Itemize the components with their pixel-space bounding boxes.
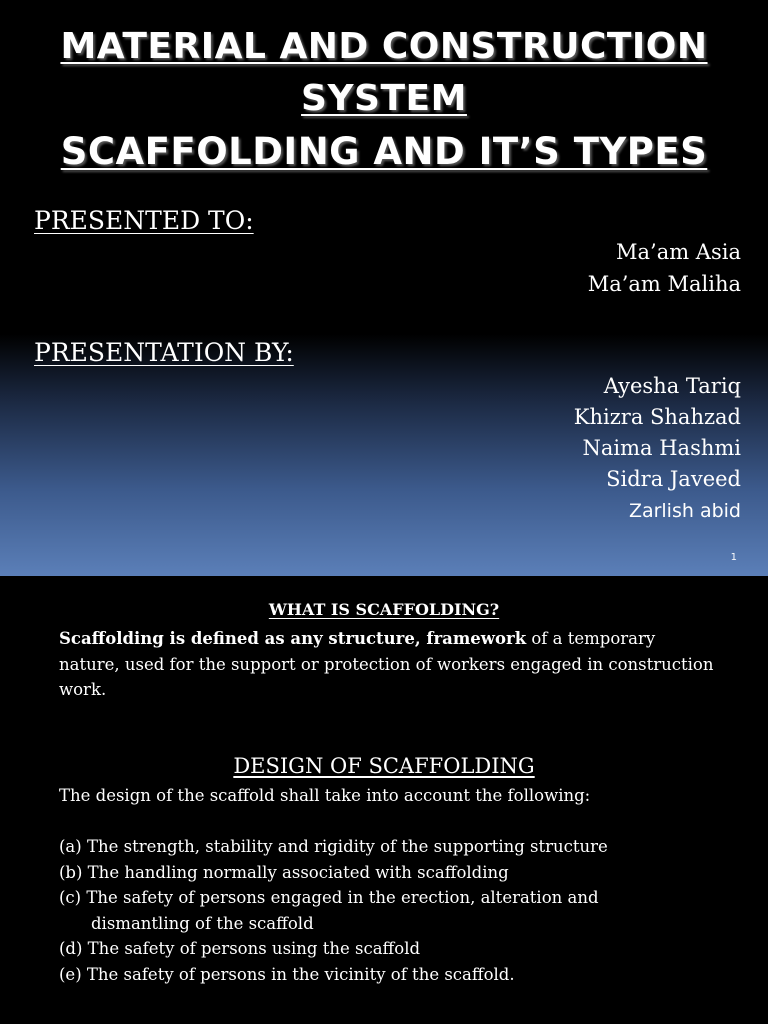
content-slide [0, 576, 768, 1024]
what-is-scaffolding-heading: WHAT IS SCAFFOLDING? [268, 600, 500, 619]
design-intro-text: The design of the scaffold shall take into account the following: [59, 786, 591, 805]
design-of-scaffolding-heading: DESIGN OF SCAFFOLDING [233, 754, 535, 778]
definition-bold-text: Scaffolding is defined as any structure, framework [59, 629, 527, 648]
list-item: (b) The handling normally associated with scaffolding [59, 863, 509, 882]
list-item: (a) The strength, stability and rigidity of the supporting structure [59, 837, 608, 856]
list-item: (e) The safety of persons in the vicinity of the scaffold. [59, 965, 515, 984]
definition-paragraph [59, 626, 719, 703]
presented-to-heading: PRESENTED TO: [34, 206, 254, 235]
presented-to-name: Ma’am Maliha [587, 272, 741, 296]
title-line-2: SYSTEM [301, 78, 467, 119]
definition-text: of a temporary nature, used for the support or protection of workers engaged in construction work. [59, 629, 714, 699]
presenter-name: Naima Hashmi [582, 436, 741, 460]
title-line-3: SCAFFOLDING AND IT’S TYPES [60, 130, 708, 173]
presenter-name: Zarlish abid [628, 500, 741, 522]
list-item-continuation: dismantling of the scaffold [91, 914, 314, 933]
list-item: (d) The safety of persons using the scaffold [59, 939, 421, 958]
presentation-by-heading: PRESENTATION BY: [34, 338, 294, 367]
presenter-name: Khizra Shahzad [573, 405, 741, 429]
list-item: (c) The safety of persons engaged in the erection, alteration and [59, 888, 599, 907]
presented-to-name: Ma’am Asia [616, 240, 741, 264]
presenter-name: Ayesha Tariq [603, 374, 741, 398]
presenter-name: Sidra Javeed [606, 467, 741, 491]
page-number: 1 [730, 552, 737, 563]
title-line-1: MATERIAL AND CONSTRUCTION [60, 26, 708, 67]
